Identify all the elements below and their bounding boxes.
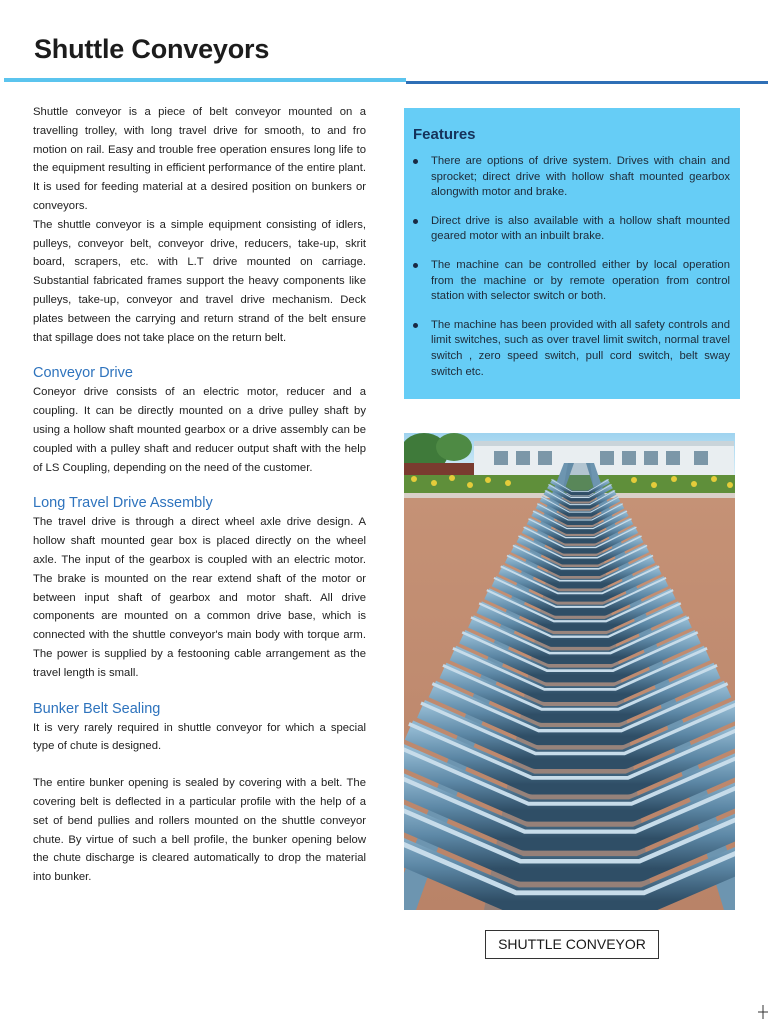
section-body-bunker-belt-sealing-2: The entire bunker opening is sealed by covering with a belt. The covering belt is deflected in a particular profile with the help of a set of bend pullies and rollers mounted on the shuttle conveyor chute. By virtue of such a bell profile, the bunker opening below the chute discharge is cleared automatically to drop the material into bunker. (33, 777, 366, 884)
intro-paragraph-2: The shuttle conveyor is a simple equipment consisting of idlers, pulleys, conveyor belt, conveyor drive, reducers, take-up, skrit board, scrapers, etc. with L.T drive mounted on carriage. Substantial fabricated frames support the heavy components like pulleys, take-up, conveyor and travel drive mechanism. Deck plates between the carrying and return strand of the belt ensure that spillage does not take place on the return belt. (33, 218, 366, 344)
section-heading-long-travel-drive: Long Travel Drive Assembly (33, 495, 213, 512)
feature-item (413, 318, 730, 380)
section-body-conveyor-drive: Coneyor drive consists of an electric motor, reducer and a coupling. It can be directly mounted on a drive pulley shaft by using a hollow shaft mounted gearbox or a drive assembly can be coupled with a pulley shaft and reducer output shaft with the help of LS Coupling, depending on the need of the customer. (33, 386, 366, 474)
feature-item-text: The machine has been provided with all safety controls and limit switches, such as over travel limit switch, normal travel switch , zero speed switch, pull cord switch, belt sway switch etc. (431, 318, 730, 378)
bullet-icon (413, 263, 418, 268)
bullet-icon (413, 219, 418, 224)
section-body-bunker-belt-sealing: It is very rarely required in shuttle conveyor for which a special type of chute is designed. (33, 721, 366, 753)
feature-item-text: Direct drive is also available with a hollow shaft mounted geared motor with an inbuilt brake. (431, 214, 730, 243)
page-title: Shuttle Conveyors (34, 34, 270, 64)
section-body-long-travel-drive: The travel drive is through a direct wheel axle drive design. A hollow shaft mounted gear box is placed directly on the wheel axle. The input of the gearbox is coupled with an electric motor. The brake is mounted on the rear extend shaft of the motor or between input shaft of gearbox and motor shaft. All drive components are mounted on a common drive base, which is connected with the shuttle conveyor's main body with torque arm. The power is supplied by a festooning cable arrangement as the travel length is small. (33, 516, 366, 679)
feature-item (413, 258, 730, 305)
feature-item-text: There are options of drive system. Drives with chain and sprocket; direct drive with hollow shaft mounted gearbox alongwith motor and brake. (431, 155, 730, 199)
bullet-icon (413, 323, 418, 328)
bullet-icon (413, 159, 418, 164)
feature-item (413, 154, 730, 201)
photo-caption: SHUTTLE CONVEYOR (485, 930, 659, 959)
crop-mark-icon (758, 1005, 768, 1019)
intro-paragraph-1: Shuttle conveyor is a piece of belt conveyor mounted on a travelling trolley, with long travel drive for smooth, to and fro motion on rail. Easy and trouble free operation ensures long life to the equipment resulting in efficient performance of the entire plant. It is used for feeding material at a desired position on bunkers or conveyors. (33, 106, 366, 212)
section-heading-bunker-belt-sealing: Bunker Belt Sealing (33, 700, 161, 717)
feature-item (413, 214, 730, 245)
feature-item-text: The machine can be controlled either by local operation from the machine or by remote operation from control station with selector switch or both. (431, 258, 730, 303)
section-heading-conveyor-drive: Conveyor Drive (33, 365, 133, 382)
title-underline-dark (406, 81, 768, 84)
shuttle-conveyor-photo (404, 433, 735, 910)
features-heading: Features (413, 126, 476, 143)
features-box (404, 108, 740, 399)
main-text-column (33, 103, 366, 887)
title-underline-light (4, 78, 406, 82)
features-list (413, 154, 730, 380)
